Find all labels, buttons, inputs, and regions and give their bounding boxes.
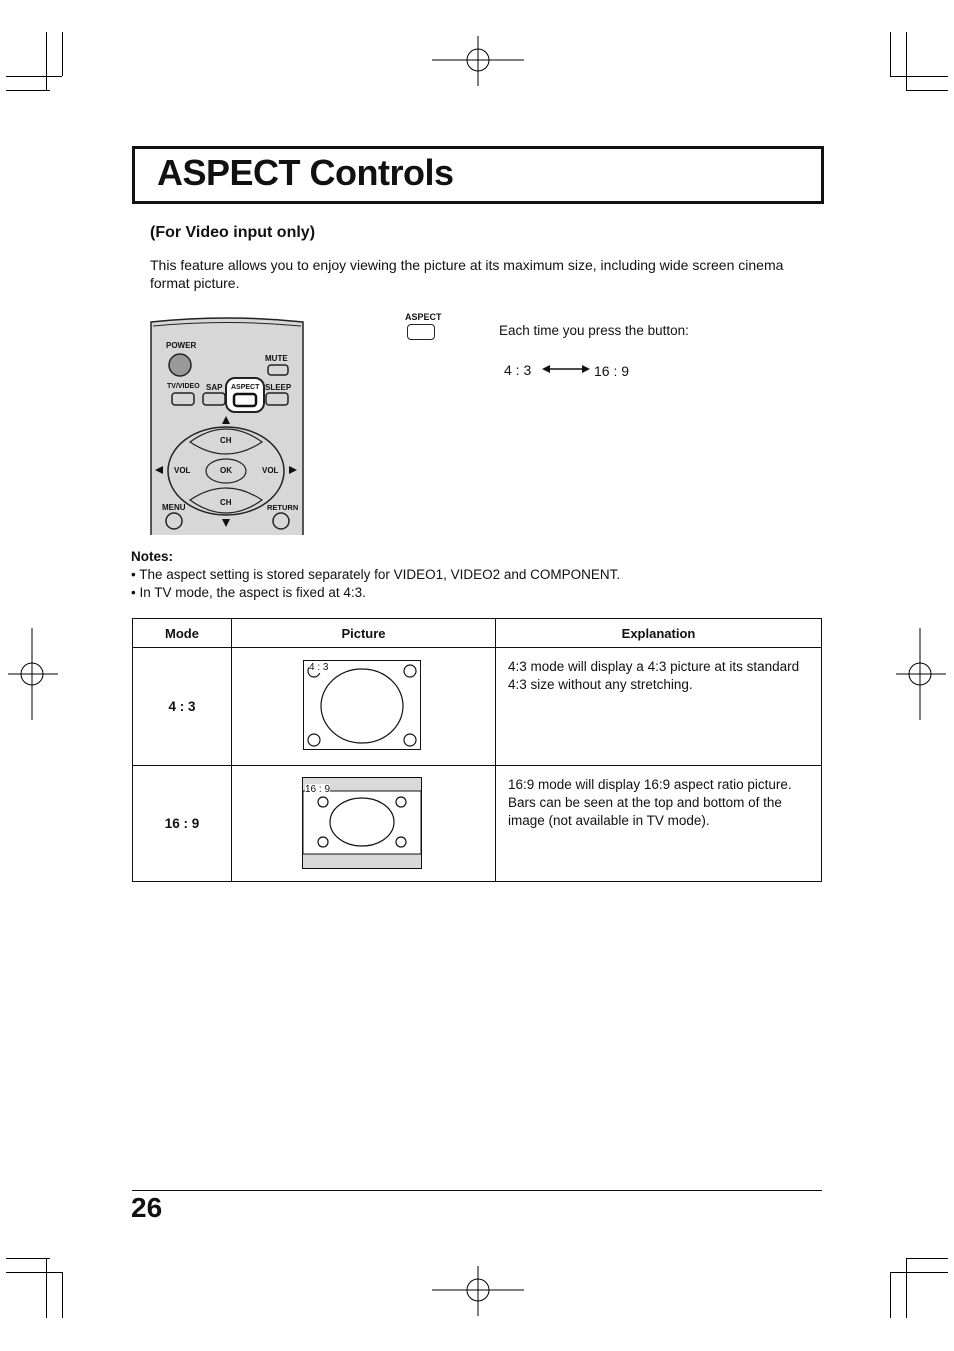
- footer-rule: [132, 1190, 822, 1191]
- intro-paragraph: This feature allows you to enjoy viewing the picture at its maximum size, including wide screen cinema format picture.: [150, 257, 784, 291]
- mode-cell: 4 : 3: [133, 648, 232, 766]
- power-button-label: POWER: [166, 341, 197, 350]
- aspect-mode-table: [132, 618, 822, 882]
- column-header-mode: Mode: [133, 619, 232, 648]
- aspect-button-label-remote: ASPECT: [231, 384, 260, 391]
- sap-button-label: SAP: [206, 383, 223, 392]
- section-subtitle: (For Video input only): [150, 224, 316, 241]
- picture-4-3-label: 4 : 3: [309, 662, 329, 673]
- note-item: • The aspect setting is stored separately for VIDEO1, VIDEO2 and COMPONENT.: [131, 567, 621, 582]
- table-row: [133, 648, 822, 766]
- vol-right-label: VOL: [262, 466, 279, 475]
- title-box: [132, 146, 824, 204]
- ch-up-label: CH: [220, 436, 232, 445]
- registration-mark-right: [896, 628, 946, 720]
- explanation-cell: 16:9 mode will display 16:9 aspect ratio picture. Bars can be seen at the top and bottom of the image (not available in TV mode).: [496, 766, 822, 882]
- table-header-row: [133, 619, 822, 648]
- sleep-button-label: SLEEP: [265, 383, 292, 392]
- picture-4-3-frame: [303, 660, 421, 750]
- remote-control-illustration: [150, 316, 304, 536]
- notes-heading: Notes:: [131, 549, 174, 564]
- mute-button-label: MUTE: [265, 354, 288, 363]
- explanation-cell: 4:3 mode will display a 4:3 picture at its standard 4:3 size without any stretching.: [496, 648, 822, 766]
- aspect-button-caption: ASPECT: [405, 312, 442, 322]
- column-header-picture: Picture: [232, 619, 496, 648]
- return-button-label: RETURN: [267, 503, 299, 512]
- note-item: • In TV mode, the aspect is fixed at 4:3.: [131, 585, 366, 600]
- vol-left-label: VOL: [174, 466, 191, 475]
- picture-cell: [232, 766, 496, 882]
- toggle-arrow-icon: [542, 364, 590, 374]
- mode-cell: 16 : 9: [133, 766, 232, 882]
- picture-16-9-frame: [302, 777, 422, 869]
- aspect-instruction: Each time you press the button:: [499, 323, 689, 338]
- notes-section: [131, 548, 620, 602]
- ch-down-label: CH: [220, 498, 232, 507]
- menu-button-label: MENU: [162, 503, 186, 512]
- ok-button-label: OK: [220, 466, 232, 475]
- registration-mark-top: [432, 36, 524, 86]
- registration-mark-left: [8, 628, 58, 720]
- picture-cell: [232, 648, 496, 766]
- table-row: [133, 766, 822, 882]
- page-number: 26: [131, 1192, 163, 1223]
- aspect-mode-16-9: 16 : 9: [594, 363, 630, 379]
- aspect-mode-4-3: 4 : 3: [504, 362, 532, 378]
- column-header-explanation: Explanation: [496, 619, 822, 648]
- page-title: ASPECT Controls: [157, 152, 454, 193]
- tv-video-button-label: TV/VIDEO: [167, 383, 200, 390]
- picture-4-3-graphic: [304, 661, 420, 749]
- registration-mark-bottom: [432, 1266, 524, 1316]
- aspect-button[interactable]: [407, 324, 435, 340]
- picture-16-9-label: 16 : 9: [305, 784, 331, 795]
